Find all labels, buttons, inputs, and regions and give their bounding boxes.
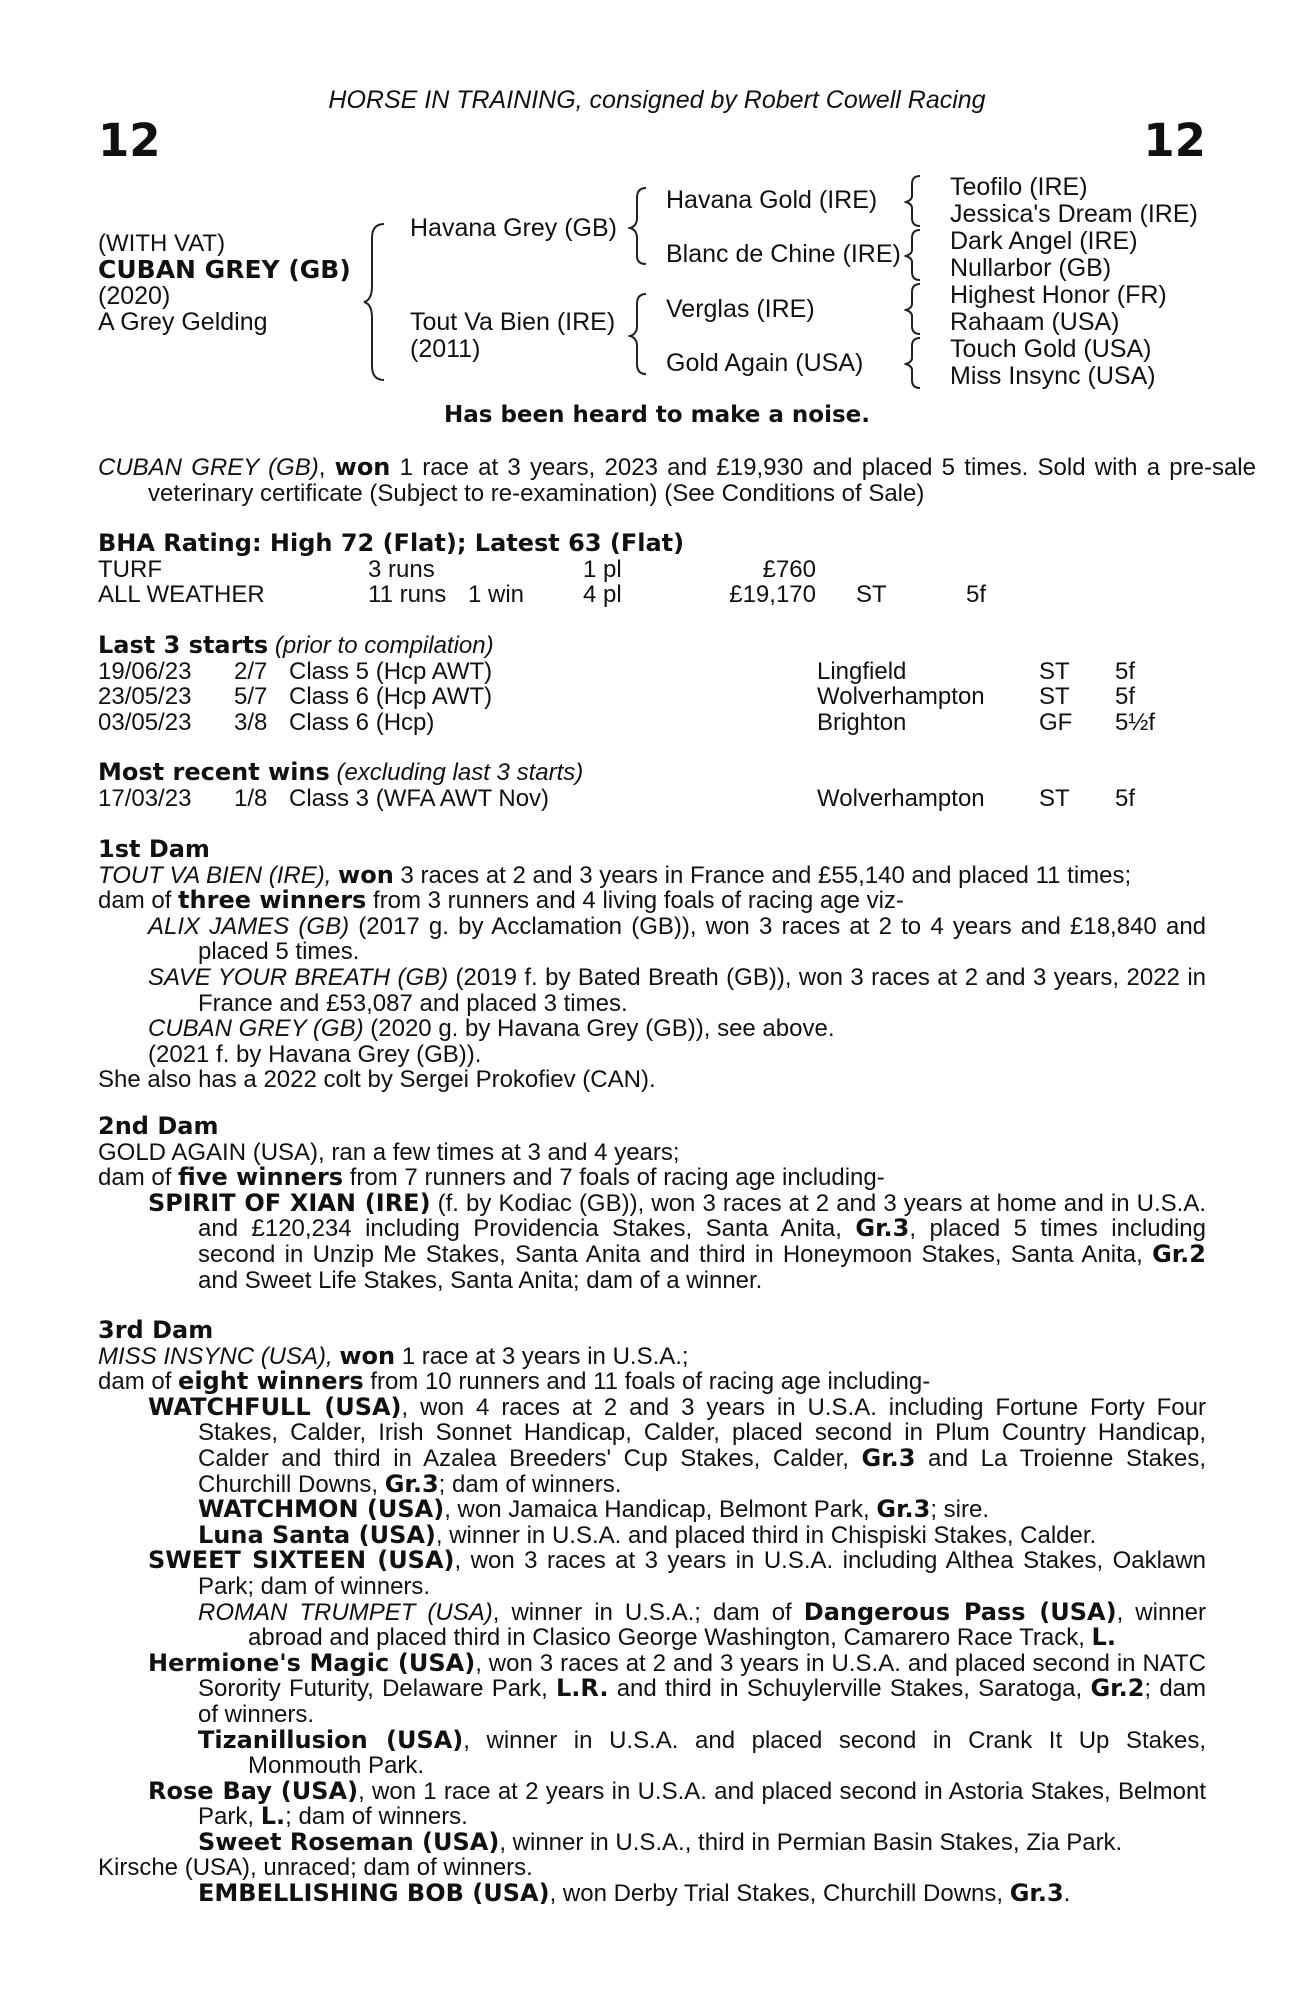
produce-text: , winner in U.S.A. and placed third in Chispiski Stakes, Calder. [435, 1521, 1097, 1549]
produce-text: (2019 f. by Bated Breath (GB)), won 3 races at 2 and 3 years, 2022 in France and £53,087 and placed 3 times. [198, 963, 1207, 1017]
dam: Tout Va Bien (IRE) [410, 308, 616, 336]
winners-count: three winners [178, 886, 367, 915]
summary-text: 1 race at 3 years, 2023 and £19,930 and placed 5 times. Sold with a pre-sale veterinary certificate (Subject to re-examination) (See Conditions of Sale) [148, 454, 1256, 507]
produce-entry [98, 1881, 1206, 1907]
produce-text: ; sire. [930, 1496, 990, 1524]
win-date: 17/03/23 [98, 784, 192, 812]
summary-horse-name: CUBAN GREY (GB) [98, 454, 319, 481]
consignor-header: HORSE IN TRAINING, consigned by Robert Cowell Racing [328, 86, 986, 114]
rating-placed: 4 pl [583, 581, 622, 609]
horse-name: CUBAN GREY (GB) [98, 255, 351, 284]
foaling-year: (2020) [98, 282, 171, 310]
produce-name: Luna Santa (USA) [198, 1520, 436, 1549]
produce-entry [98, 1392, 1206, 1498]
start-course: Lingfield [817, 657, 907, 685]
start-date: 23/05/23 [98, 683, 192, 711]
table-row [98, 710, 1155, 736]
produce-name: Hermione's Magic (USA) [148, 1648, 476, 1677]
grade: Gr.3 [876, 1495, 931, 1524]
third-dam-produce-intro [98, 1369, 1206, 1395]
grade: Gr.2 [1090, 1674, 1145, 1703]
produce-entry [98, 1016, 1206, 1042]
produce-name: Dangerous Pass (USA) [803, 1597, 1117, 1626]
text-fragment: from 7 runners and 7 foals of racing age including- [343, 1164, 885, 1192]
recent-wins-note: (excluding last 3 starts) [336, 759, 584, 786]
racing-summary: CUBAN GREY (GB), won 1 race at 3 years, 2023 and £19,930 and placed 5 times. Sold with a pre-sale veterinary certificate (Subject to re-examination) (See Conditions of Sale) [98, 453, 1256, 507]
third-dam-name: MISS INSYNC (USA), [98, 1342, 333, 1370]
second-dam-produce-intro [98, 1165, 1206, 1191]
produce-text: (2020 g. by Havana Grey (GB)), see above. [363, 1015, 835, 1043]
rating-section [98, 531, 1206, 608]
rating-surface: ALL WEATHER [98, 581, 265, 609]
recent-wins-section [98, 760, 1206, 811]
text-fragment: from 3 runners and 4 living foals of racing age viz- [366, 887, 904, 915]
produce-name: Sweet Roseman (USA) [198, 1827, 500, 1856]
produce-text: She also has a 2022 colt by Sergei Prokofiev (CAN). [98, 1066, 656, 1094]
produce-text: . [1063, 1880, 1071, 1908]
pedigree-bracket-sire [628, 186, 652, 266]
dam-dam-dam: Miss Insync (USA) [950, 362, 1156, 390]
third-dam-section [98, 1318, 1206, 1907]
win-distance: 5f [1115, 784, 1136, 812]
produce-entry [98, 914, 1206, 965]
produce-entry [98, 1648, 1207, 1728]
produce-name: EMBELLISHING BOB (USA) [198, 1879, 550, 1908]
produce-entry [98, 1497, 1206, 1523]
produce-text: Kirsche (USA), unraced; dam of winners. [98, 1854, 533, 1882]
text-fragment: dam of [98, 887, 179, 915]
start-distance: 5f [1115, 683, 1136, 711]
lot-number-right: 12 [1143, 114, 1206, 167]
rating-surface: TURF [98, 555, 162, 583]
start-race: Class 6 (Hcp) [289, 708, 435, 736]
last-starts-section [98, 633, 1206, 735]
grade: Gr.3 [855, 1214, 910, 1243]
grade: L. [260, 1802, 286, 1831]
sire-sire-sire: Teofilo (IRE) [950, 173, 1088, 201]
pedigree-bracket-sd [904, 228, 924, 282]
rating-going [856, 557, 966, 583]
rating-distance [966, 557, 986, 583]
start-distance: 5f [1115, 657, 1136, 685]
produce-entry [98, 1188, 1207, 1294]
dam-year: (2011) [410, 335, 481, 363]
produce-name: SWEET SIXTEEN (USA) [148, 1546, 455, 1575]
table-row [98, 684, 1155, 710]
sire-dam-dam: Nullarbor (GB) [950, 254, 1112, 282]
produce-text: , winner in U.S.A.; dam of [492, 1598, 804, 1626]
rating-prize: £19,170 [729, 581, 816, 609]
rating-table [98, 557, 986, 608]
rating-placed: 1 pl [583, 555, 622, 583]
produce-text: , winner in U.S.A., third in Permian Basin Stakes, Zia Park. [499, 1828, 1123, 1856]
sire-sire: Havana Gold (IRE) [666, 186, 878, 214]
sire-dam: Blanc de Chine (IRE) [666, 240, 901, 268]
grade: Gr.3 [384, 1469, 439, 1498]
dam-sire-dam: Rahaam (USA) [950, 308, 1120, 336]
recent-wins-table [98, 786, 1135, 812]
produce-text: , won 3 races at 2 and 3 years in U.S.A. and placed second in NATC Sorority Futurity, Delaware Park, [198, 1649, 1207, 1703]
summary-won: won [334, 453, 391, 481]
grade: L.R. [556, 1674, 609, 1703]
start-position: 5/7 [234, 683, 268, 711]
produce-name: ALIX JAMES (GB) [148, 912, 350, 940]
first-dam-produce-intro [98, 888, 1206, 914]
lot-number-left: 12 [98, 114, 161, 167]
first-dam-record [98, 860, 1206, 889]
pedigree-bracket-ds [904, 282, 924, 336]
win-course: Wolverhampton [817, 784, 985, 812]
produce-text: and Sweet Life Stakes, Santa Anita; dam of a winner. [198, 1266, 763, 1294]
grade: L. [1091, 1623, 1116, 1652]
produce-text: (f. by Kodiac (GB)), won 3 races at 2 and 3 years at home and in U.S.A. and £120,234 including Providencia Stakes, Santa Anita, [198, 1189, 1206, 1243]
produce-text: ; dam of winners. [438, 1470, 622, 1498]
start-going: ST [1039, 657, 1070, 685]
recent-wins-heading: Most recent wins [98, 758, 330, 786]
dam-sire: Verglas (IRE) [666, 295, 815, 323]
start-course: Wolverhampton [817, 683, 985, 711]
produce-entry [98, 1725, 1207, 1780]
win-going: ST [1039, 784, 1070, 812]
produce-entry [98, 1776, 1206, 1831]
produce-entry [98, 1042, 1206, 1068]
produce-entry [98, 1827, 1206, 1856]
start-date: 03/05/23 [98, 708, 192, 736]
rating-distance: 5f [966, 581, 987, 609]
produce-name: SPIRIT OF XIAN (IRE) [148, 1188, 431, 1217]
produce-text: , won Derby Trial Stakes, Churchill Downs, [549, 1880, 1010, 1908]
vat-label: (WITH VAT) [98, 230, 226, 257]
text-fragment: from 10 runners and 11 foals of racing age including- [363, 1368, 931, 1396]
last-starts-heading: Last 3 starts [98, 631, 269, 659]
first-dam-note [98, 1067, 1206, 1093]
start-position: 2/7 [234, 657, 268, 685]
sire: Havana Grey (GB) [410, 214, 618, 242]
grade: Gr.3 [1009, 1879, 1064, 1908]
pedigree-bracket-main [362, 222, 392, 382]
winners-count: eight winners [178, 1367, 364, 1396]
produce-name: Rose Bay (USA) [148, 1776, 359, 1805]
produce-entry [98, 965, 1206, 1016]
produce-text: , winner in U.S.A. and placed second in Crank It Up Stakes, Monmouth Park. [248, 1726, 1207, 1780]
sire-sire-dam: Jessica's Dream (IRE) [950, 200, 1198, 228]
start-course: Brighton [817, 708, 907, 736]
produce-text: , won 1 race at 2 years in U.S.A. and placed second in Astoria Stakes, Belmont Park, [198, 1777, 1206, 1831]
third-dam-won: won [339, 1341, 396, 1370]
dam-sire-sire: Highest Honor (FR) [950, 281, 1167, 309]
produce-text: , won 3 races at 3 years in U.S.A. including Althea Stakes, Oaklawn Park; dam of winners. [198, 1547, 1206, 1600]
start-race: Class 6 (Hcp AWT) [289, 683, 493, 711]
produce-text: , won 4 races at 2 and 3 years in U.S.A. including Fortune Forty Four Stakes, Calder, Irish Sonnet Handicap, Calder, placed second in Plum Country Handicap, Calder and third in Azalea Breeders' Cup Stakes, Calder, [198, 1393, 1206, 1472]
produce-text: ; dam of winners. [285, 1803, 468, 1831]
text-fragment: dam of [98, 1368, 179, 1396]
noise-notice: Has been heard to make a noise. [443, 402, 870, 428]
produce-text: , won Jamaica Handicap, Belmont Park, [444, 1496, 877, 1524]
pedigree-bracket-dd [904, 336, 924, 390]
produce-name: WATCHFULL (USA) [148, 1392, 402, 1421]
sire-dam-sire: Dark Angel (IRE) [950, 227, 1138, 255]
produce-name: CUBAN GREY (GB) [148, 1015, 364, 1043]
first-dam-text: 3 races at 2 and 3 years in France and £55,140 and placed 11 times; [393, 861, 1132, 889]
first-dam-won: won [338, 860, 394, 889]
last-starts-note: (prior to compilation) [274, 632, 494, 659]
table-row [98, 786, 1135, 812]
grade: Gr.2 [1152, 1239, 1206, 1268]
rating-wins: 1 win [468, 581, 525, 609]
third-dam-text: 1 race at 3 years in U.S.A.; [395, 1342, 689, 1370]
produce-name: ROMAN TRUMPET (USA) [198, 1598, 493, 1626]
produce-entry [98, 1597, 1207, 1652]
rating-going: ST [856, 581, 887, 609]
rating-wins [468, 557, 583, 583]
win-position: 1/8 [234, 784, 268, 812]
last-starts-table [98, 659, 1155, 736]
produce-text: (2021 f. by Havana Grey (GB)). [148, 1040, 482, 1068]
table-row [98, 582, 986, 608]
produce-name: Tizanillusion (USA) [198, 1725, 464, 1754]
produce-entry [98, 1855, 1206, 1881]
dam-dam-sire: Touch Gold (USA) [950, 335, 1152, 363]
produce-name: WATCHMON (USA) [198, 1495, 445, 1524]
table-row [98, 659, 1155, 685]
start-going: GF [1039, 708, 1073, 736]
third-dam-record [98, 1341, 1206, 1370]
third-dam-heading: 3rd Dam [98, 1316, 214, 1344]
start-going: ST [1039, 683, 1070, 711]
produce-name: SAVE YOUR BREATH (GB) [148, 963, 449, 991]
table-row [98, 557, 986, 583]
second-dam-heading: 2nd Dam [98, 1112, 219, 1140]
first-dam-heading: 1st Dam [98, 835, 210, 863]
winners-count: five winners [178, 1163, 344, 1192]
rating-heading: BHA Rating: High 72 (Flat); Latest 63 (Flat) [98, 529, 685, 557]
rating-runs: 11 runs [368, 581, 447, 609]
second-dam-section [98, 1114, 1206, 1293]
start-distance: 5½f [1115, 708, 1156, 736]
horse-description: A Grey Gelding [98, 308, 268, 336]
produce-text: , placed 5 times including second in Unzip Me Stakes, Santa Anita and third in Honeymoon Stakes, Santa Anita, [198, 1215, 1207, 1268]
produce-text: and third in Schuylerville Stakes, Saratoga, [608, 1675, 1091, 1703]
start-date: 19/06/23 [98, 657, 192, 685]
produce-text: ; dam of winners. [198, 1675, 1207, 1728]
start-position: 3/8 [234, 708, 268, 736]
rating-prize: £760 [762, 555, 816, 583]
dam-dam: Gold Again (USA) [666, 349, 864, 377]
second-dam-record: GOLD AGAIN (USA), ran a few times at 3 and 4 years; [98, 1138, 680, 1166]
rating-runs: 3 runs [368, 555, 435, 583]
grade: Gr.3 [861, 1443, 916, 1472]
produce-entry [98, 1548, 1206, 1599]
text-fragment: dam of [98, 1164, 179, 1192]
pedigree-bracket-ss [904, 174, 924, 228]
win-race: Class 3 (WFA AWT Nov) [289, 784, 550, 812]
produce-text: (2017 g. by Acclamation (GB)), won 3 races at 2 to 4 years and £18,840 and placed 5 times. [198, 912, 1207, 966]
first-dam-section [98, 837, 1206, 1093]
produce-entry [98, 1520, 1206, 1549]
produce-text: , winner abroad and placed third in Clasico George Washington, Camarero Race Track, [248, 1598, 1207, 1652]
start-race: Class 5 (Hcp AWT) [289, 657, 493, 685]
first-dam-name: TOUT VA BIEN (IRE), [98, 861, 332, 889]
pedigree-bracket-dam [628, 292, 652, 376]
produce-text: and La Troienne Stakes, Churchill Downs, [198, 1444, 1206, 1498]
